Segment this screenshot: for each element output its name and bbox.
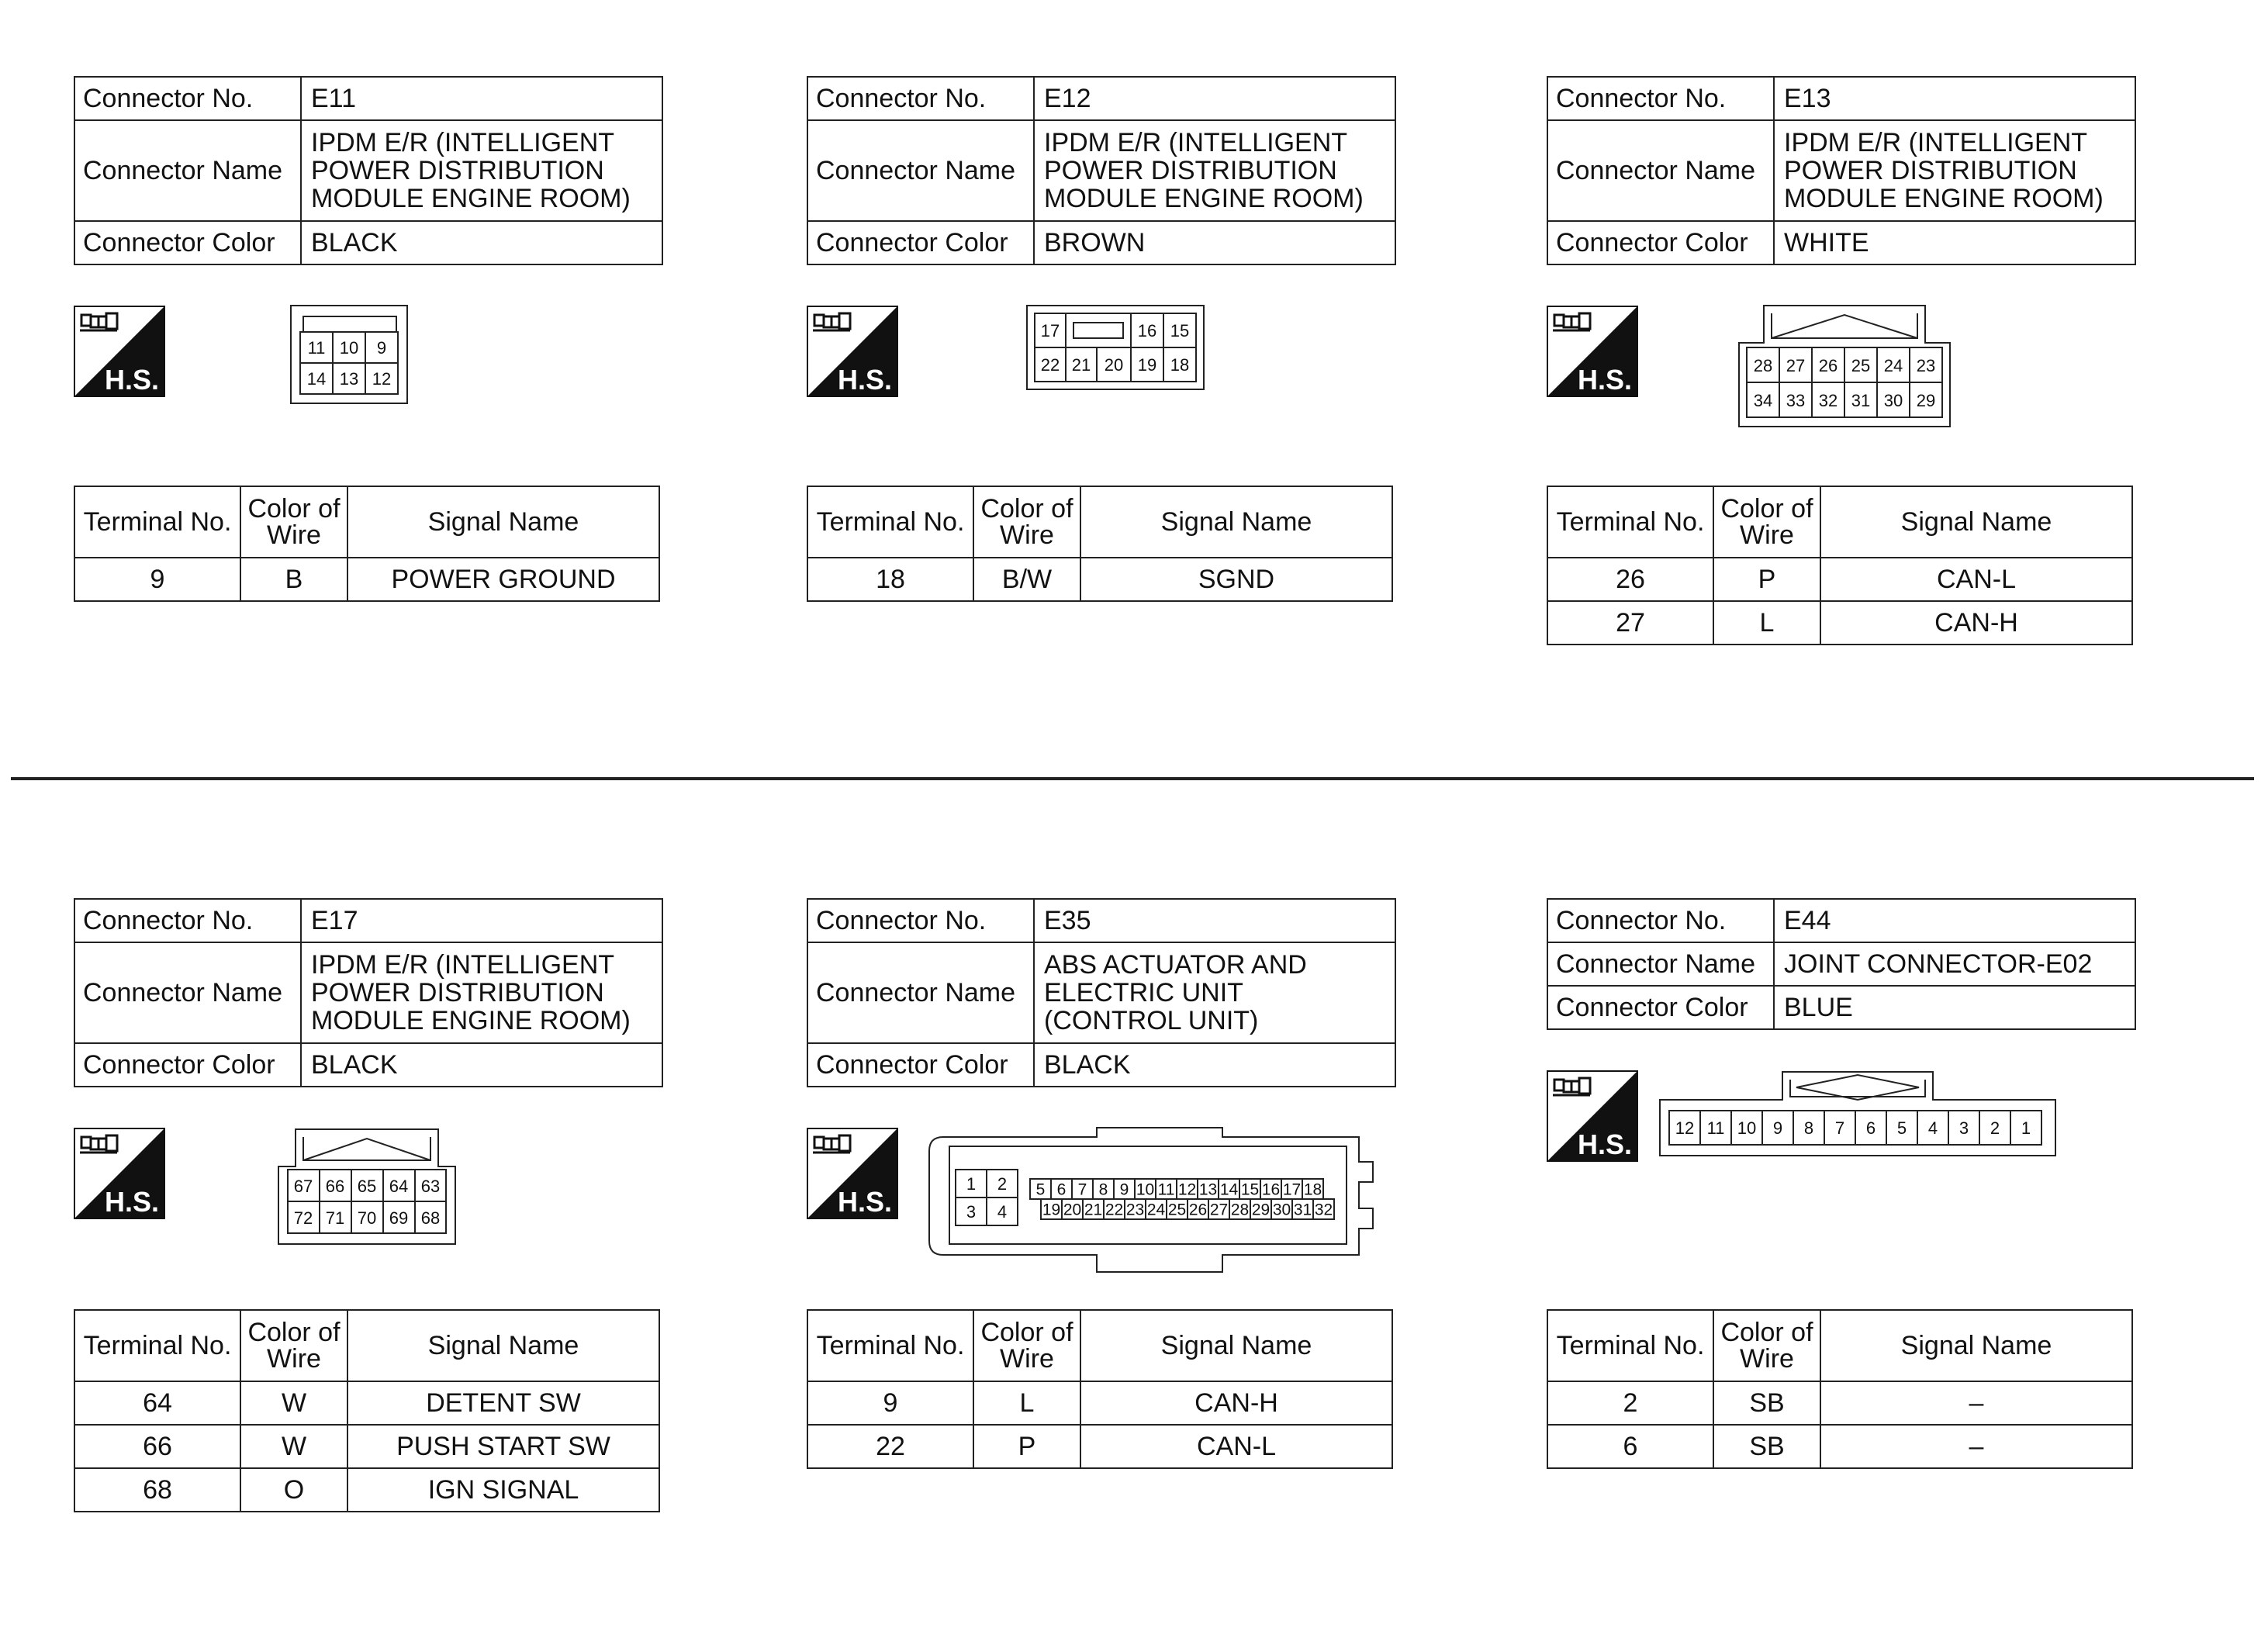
hs-badge-text: H.S. [1578, 364, 1633, 396]
pin-label: 23 [1125, 1201, 1145, 1219]
pin-label: 26 [1818, 356, 1838, 375]
pin-label: 12 [372, 369, 392, 389]
signal-name-cell: DETENT SW [347, 1381, 659, 1425]
pin-label: 8 [1098, 1180, 1108, 1199]
signal-name-header: Signal Name [1080, 486, 1392, 558]
signal-name-cell: POWER GROUND [347, 558, 659, 601]
pin-label: 11 [307, 338, 326, 358]
connector-face-diagram [928, 1126, 1374, 1274]
hs-badge-text: H.S. [1578, 1128, 1633, 1160]
connector-block-e17 [74, 898, 663, 1505]
connector-name-value: ABS ACTUATOR AND ELECTRIC UNIT (CONTROL UNIT) [1044, 950, 1307, 1035]
pin-label: 10 [1136, 1180, 1155, 1199]
pin-label: 15 [1170, 321, 1190, 340]
table-row [74, 1425, 659, 1468]
connector-color-label: Connector Color [74, 221, 301, 264]
connector-color-label: Connector Color [74, 1043, 301, 1087]
terminal-no-cell: 18 [807, 558, 973, 601]
wire-color-cell: L [973, 1381, 1080, 1425]
connector-info-table [74, 898, 663, 1087]
terminal-no-header: Terminal No. [1547, 486, 1713, 558]
pin-label: 15 [1240, 1180, 1260, 1199]
connector-no-value: E13 [1774, 77, 2135, 120]
connector-name-value: IPDM E/R (INTELLIGENT POWER DISTRIBUTION MODULE ENGINE ROOM) [311, 128, 631, 213]
harness-side-icon [1547, 1070, 1638, 1162]
pin-label: 8 [1803, 1118, 1814, 1138]
harness-side-icon [807, 1128, 898, 1219]
pin-label: 25 [1167, 1201, 1187, 1219]
connector-color-label: Connector Color [1547, 221, 1774, 264]
wire-color-header: Color of Wire [240, 486, 347, 558]
pin-label: 7 [1077, 1180, 1087, 1199]
pin-label: 10 [1737, 1118, 1757, 1138]
pin-label: 13 [1198, 1180, 1218, 1199]
connector-no-value: E44 [1774, 899, 2135, 942]
pin-label: 21 [1071, 355, 1091, 375]
connector-name-label: Connector Name [1547, 120, 1774, 221]
pin-label: 18 [1170, 355, 1190, 375]
pin-label: 14 [1219, 1180, 1239, 1199]
table-row [74, 1381, 659, 1425]
pin-label: 20 [1063, 1201, 1082, 1219]
wire-color-cell: B/W [973, 558, 1080, 601]
section-divider [11, 777, 2254, 780]
pin-label: 30 [1272, 1201, 1291, 1219]
connector-name-label: Connector Name [74, 942, 301, 1043]
connector-block-e13 [1547, 76, 2136, 638]
pin-label: 33 [1786, 391, 1806, 410]
pin-label: 7 [1834, 1118, 1845, 1138]
pin-label: 25 [1851, 356, 1871, 375]
pin-label: 29 [1251, 1201, 1271, 1219]
table-row [807, 1381, 1392, 1425]
pin-label: 11 [1157, 1180, 1175, 1199]
signal-name-header: Signal Name [1820, 486, 2132, 558]
wire-color-cell: L [1713, 601, 1820, 645]
pin-label: 64 [389, 1177, 409, 1196]
pin-label: 22 [1105, 1201, 1124, 1219]
pin-label: 67 [293, 1177, 313, 1196]
pin-label: 17 [1282, 1180, 1302, 1199]
connector-color-label: Connector Color [1547, 986, 1774, 1029]
connector-block-e11 [74, 76, 663, 594]
connector-info-table [807, 76, 1396, 265]
pin-label: 2 [997, 1173, 1008, 1194]
connector-no-value: E11 [301, 77, 662, 120]
connector-block-e35 [807, 898, 1396, 1461]
signal-name-cell: CAN-H [1080, 1381, 1392, 1425]
signal-name-cell: CAN-L [1820, 558, 2132, 601]
table-row [1547, 1381, 2132, 1425]
terminal-no-cell: 22 [807, 1425, 973, 1468]
pin-label: 19 [1042, 1201, 1061, 1219]
pin-label: 11 [1706, 1118, 1725, 1138]
terminal-no-header: Terminal No. [1547, 1310, 1713, 1381]
connector-name-label: Connector Name [807, 942, 1034, 1043]
connector-color-label: Connector Color [807, 1043, 1034, 1087]
wire-color-cell: W [240, 1381, 347, 1425]
wire-color-cell: SB [1713, 1425, 1820, 1468]
wire-color-header: Color of Wire [973, 1310, 1080, 1381]
terminal-no-header: Terminal No. [74, 1310, 240, 1381]
connector-color-value: BLACK [1034, 1043, 1395, 1087]
connector-face-diagram [1658, 1070, 2057, 1157]
connector-face-diagram [1025, 304, 1205, 391]
hs-badge-text: H.S. [838, 1186, 893, 1218]
connector-no-label: Connector No. [807, 899, 1034, 942]
pin-label: 63 [420, 1177, 441, 1196]
terminal-no-cell: 9 [807, 1381, 973, 1425]
connector-color-value: WHITE [1774, 221, 2135, 264]
table-row [1547, 1425, 2132, 1468]
pin-label: 5 [1035, 1180, 1046, 1199]
terminal-no-cell: 9 [74, 558, 240, 601]
pin-label: 3 [966, 1201, 977, 1222]
pin-label: 71 [325, 1208, 345, 1228]
terminal-table [807, 486, 1393, 602]
terminal-no-cell: 27 [1547, 601, 1713, 645]
terminal-table [74, 1309, 660, 1512]
wire-color-cell: O [240, 1468, 347, 1512]
harness-side-icon [74, 1128, 165, 1219]
harness-side-icon [807, 306, 898, 397]
connector-no-value: E17 [301, 899, 662, 942]
connector-color-label: Connector Color [807, 221, 1034, 264]
signal-name-header: Signal Name [347, 1310, 659, 1381]
signal-name-cell: CAN-L [1080, 1425, 1392, 1468]
pin-label: 29 [1916, 391, 1936, 410]
connector-no-value: E35 [1034, 899, 1395, 942]
wire-color-header: Color of Wire [973, 486, 1080, 558]
connector-name-value: IPDM E/R (INTELLIGENT POWER DISTRIBUTION MODULE ENGINE ROOM) [1044, 128, 1364, 213]
connector-name-label: Connector Name [807, 120, 1034, 221]
pin-label: 70 [357, 1208, 377, 1228]
pin-label: 12 [1675, 1118, 1695, 1138]
pin-label: 65 [357, 1177, 377, 1196]
pin-label: 27 [1786, 356, 1806, 375]
pin-label: 17 [1040, 321, 1060, 340]
connector-color-value: BLACK [301, 1043, 662, 1087]
pin-label: 12 [1177, 1180, 1197, 1199]
pin-label: 6 [1056, 1180, 1067, 1199]
connector-name-value: JOINT CONNECTOR-E02 [1774, 942, 2135, 986]
pin-label: 1 [966, 1173, 977, 1194]
terminal-table [1547, 1309, 2133, 1469]
wire-color-header: Color of Wire [1713, 486, 1820, 558]
pin-label: 69 [389, 1208, 409, 1228]
terminal-no-header: Terminal No. [807, 1310, 973, 1381]
pin-label: 6 [1865, 1118, 1876, 1138]
pin-label: 18 [1303, 1180, 1322, 1199]
connector-no-label: Connector No. [807, 77, 1034, 120]
pin-label: 23 [1916, 356, 1936, 375]
signal-name-header: Signal Name [347, 486, 659, 558]
pin-label: 14 [306, 369, 327, 389]
table-row [807, 1425, 1392, 1468]
pin-label: 32 [1818, 391, 1838, 410]
connector-block-e44 [1547, 898, 2136, 1461]
hs-badge-text: H.S. [838, 364, 893, 396]
pin-label: 9 [1119, 1180, 1129, 1199]
connector-face-diagram [277, 1128, 457, 1246]
connector-face-diagram [289, 304, 409, 405]
connector-color-value: BLACK [301, 221, 662, 264]
pin-label: 16 [1261, 1180, 1281, 1199]
pin-label: 5 [1896, 1118, 1907, 1138]
table-row [1547, 558, 2132, 601]
connector-info-table [1547, 76, 2136, 265]
pin-label: 68 [420, 1208, 441, 1228]
pin-label: 10 [339, 338, 359, 358]
pin-label: 13 [339, 369, 359, 389]
pin-label: 4 [997, 1201, 1008, 1222]
connector-name-label: Connector Name [74, 120, 301, 221]
terminal-no-cell: 6 [1547, 1425, 1713, 1468]
terminal-no-cell: 66 [74, 1425, 240, 1468]
pin-label: 21 [1084, 1201, 1103, 1219]
connector-no-label: Connector No. [74, 899, 301, 942]
terminal-no-cell: 26 [1547, 558, 1713, 601]
wire-color-cell: W [240, 1425, 347, 1468]
terminal-no-header: Terminal No. [74, 486, 240, 558]
connector-no-label: Connector No. [74, 77, 301, 120]
pin-label: 3 [1958, 1118, 1969, 1138]
pin-label: 9 [1772, 1118, 1783, 1138]
pin-label: 9 [376, 338, 387, 358]
table-row [1547, 601, 2132, 645]
pin-label: 28 [1230, 1201, 1250, 1219]
wire-color-cell: SB [1713, 1381, 1820, 1425]
pin-label: 66 [325, 1177, 345, 1196]
connector-info-table [1547, 898, 2136, 1030]
pin-label: 27 [1209, 1201, 1229, 1219]
terminal-no-cell: 2 [1547, 1381, 1713, 1425]
wire-color-header: Color of Wire [240, 1310, 347, 1381]
hs-badge-text: H.S. [105, 1186, 160, 1218]
terminal-table [1547, 486, 2133, 645]
connector-block-e12 [807, 76, 1396, 594]
wire-color-cell: P [1713, 558, 1820, 601]
table-row [807, 558, 1392, 601]
signal-name-cell: PUSH START SW [347, 1425, 659, 1468]
pin-label: 32 [1314, 1201, 1333, 1219]
pin-label: 34 [1753, 391, 1773, 410]
hs-badge-text: H.S. [105, 364, 160, 396]
wire-color-cell: P [973, 1425, 1080, 1468]
terminal-table [74, 486, 660, 602]
pin-label: 30 [1883, 391, 1903, 410]
harness-side-icon [1547, 306, 1638, 397]
pin-label: 16 [1137, 321, 1157, 340]
pin-label: 4 [1927, 1118, 1938, 1138]
table-row [74, 558, 659, 601]
connector-info-table [74, 76, 663, 265]
pin-label: 24 [1146, 1201, 1166, 1219]
connector-name-value: IPDM E/R (INTELLIGENT POWER DISTRIBUTION MODULE ENGINE ROOM) [1784, 128, 2104, 213]
wire-color-header: Color of Wire [1713, 1310, 1820, 1381]
terminal-table [807, 1309, 1393, 1469]
pin-label: 22 [1040, 355, 1060, 375]
terminal-no-cell: 64 [74, 1381, 240, 1425]
connector-face-diagram [1737, 304, 1952, 428]
signal-name-cell: – [1820, 1381, 2132, 1425]
wire-color-cell: B [240, 558, 347, 601]
pin-label: 19 [1137, 355, 1157, 375]
signal-name-header: Signal Name [1820, 1310, 2132, 1381]
pin-label: 1 [2021, 1118, 2031, 1138]
pin-label: 26 [1188, 1201, 1208, 1219]
signal-name-cell: SGND [1080, 558, 1392, 601]
connector-no-label: Connector No. [1547, 77, 1774, 120]
terminal-no-cell: 68 [74, 1468, 240, 1512]
connector-no-label: Connector No. [1547, 899, 1774, 942]
table-row [74, 1468, 659, 1512]
harness-side-icon [74, 306, 165, 397]
connector-info-table [807, 898, 1396, 1087]
pin-label: 72 [293, 1208, 313, 1228]
pin-label: 28 [1753, 356, 1773, 375]
pin-label: 31 [1851, 391, 1871, 410]
connector-color-value: BLUE [1774, 986, 2135, 1029]
pin-label: 31 [1293, 1201, 1312, 1219]
connector-name-value: IPDM E/R (INTELLIGENT POWER DISTRIBUTION MODULE ENGINE ROOM) [311, 950, 631, 1035]
signal-name-cell: – [1820, 1425, 2132, 1468]
connector-color-value: BROWN [1034, 221, 1395, 264]
connector-name-label: Connector Name [1547, 942, 1774, 986]
pin-label: 2 [1990, 1118, 2000, 1138]
pin-label: 20 [1104, 355, 1124, 375]
signal-name-cell: IGN SIGNAL [347, 1468, 659, 1512]
pin-label: 24 [1883, 356, 1903, 375]
connector-no-value: E12 [1034, 77, 1395, 120]
terminal-no-header: Terminal No. [807, 486, 973, 558]
signal-name-cell: CAN-H [1820, 601, 2132, 645]
signal-name-header: Signal Name [1080, 1310, 1392, 1381]
